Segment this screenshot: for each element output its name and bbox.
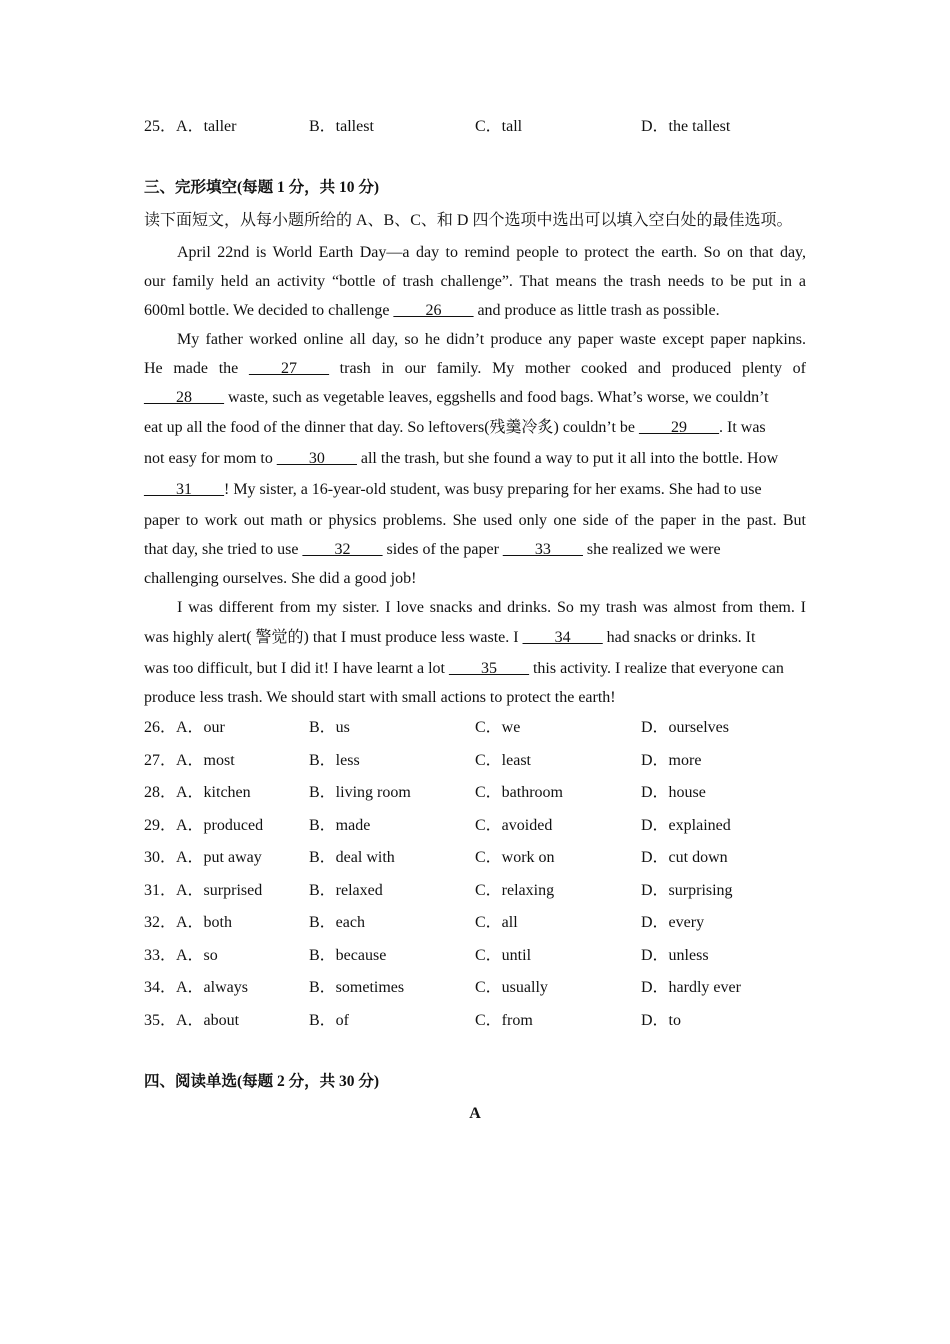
blank-29: ____29____ xyxy=(639,419,719,436)
option-a: 35．A．about xyxy=(144,1012,240,1029)
option-b: B．of xyxy=(309,1012,350,1029)
option-c: C．avoided xyxy=(475,817,553,834)
option-b: B．tallest xyxy=(309,118,374,135)
blank-33: ____33____ xyxy=(502,541,583,558)
option-c: C．we xyxy=(475,719,521,736)
option-c: C．relaxing xyxy=(475,882,555,899)
passage-line: challenging ourselves. She did a good job! xyxy=(144,570,417,587)
option-a: 30．A．put away xyxy=(144,849,262,866)
question-34-options xyxy=(144,977,814,999)
section-3-title: 三、完形填空(每题 1 分，共 10 分) xyxy=(144,179,380,196)
option-c: C．usually xyxy=(475,979,548,996)
passage-line: ____31____! My sister, a 16-year-old student, was busy preparing for her exams. She had to use xyxy=(144,481,762,498)
blank-32: ____32____ xyxy=(302,541,383,558)
option-b: B．made xyxy=(309,817,371,834)
option-d: D．cut down xyxy=(641,849,728,866)
question-26-options xyxy=(144,717,814,739)
blank-35: ____35____ xyxy=(448,660,529,677)
option-a: 32．A．both xyxy=(144,914,233,931)
option-d: D．the tallest xyxy=(641,118,731,135)
question-27-options xyxy=(144,750,814,772)
option-d: D．house xyxy=(641,784,706,801)
option-b: B．sometimes xyxy=(309,979,405,996)
blank-30: ____30____ xyxy=(276,450,357,467)
question-29-options xyxy=(144,815,814,837)
section-3-instructions: 读下面短文，从每小题所给的 A、B、C、和 D 四个选项中选出可以填入空白处的最佳选项。 xyxy=(144,212,793,229)
option-a: A．taller xyxy=(176,118,237,135)
option-c: C．from xyxy=(475,1012,533,1029)
option-b: B．deal with xyxy=(309,849,395,866)
passage-line: April 22nd is World Earth Day—a day to remind people to protect the earth. So on that day, xyxy=(177,244,806,261)
option-d: D．ourselves xyxy=(641,719,729,736)
option-c: C．work on xyxy=(475,849,555,866)
passage-a-title: A xyxy=(469,1105,481,1122)
passage-line: that day, she tried to use ____32____ sides of the paper ____33____ she realized we were xyxy=(144,541,721,558)
option-d: D．more xyxy=(641,752,702,769)
blank-27: ____27____ xyxy=(248,360,329,377)
option-c: C．least xyxy=(475,752,531,769)
question-25-options xyxy=(144,116,814,138)
option-b: B．because xyxy=(309,947,387,964)
passage-line: paper to work out math or physics problems. She used only one side of the paper in the past. But xyxy=(144,512,806,529)
option-a: 33．A．so xyxy=(144,947,218,964)
option-a: 29．A．produced xyxy=(144,817,264,834)
option-d: D．every xyxy=(641,914,705,931)
passage-line: I was different from my sister. I love snacks and drinks. So my trash was almost from them. I xyxy=(177,599,806,616)
passage-line: produce less trash. We should start with small actions to protect the earth! xyxy=(144,689,616,706)
option-a: 27．A．most xyxy=(144,752,235,769)
option-d: D．hardly ever xyxy=(641,979,741,996)
option-b: B．living room xyxy=(309,784,411,801)
blank-26: ____26____ xyxy=(393,302,474,319)
question-28-options xyxy=(144,782,814,804)
passage-line: eat up all the food of the dinner that day. So leftovers(残羹冷炙) couldn’t be ____29____. It was xyxy=(144,419,766,436)
option-d: D．to xyxy=(641,1012,682,1029)
question-number: 25． xyxy=(144,118,177,135)
blank-28: ____28____ xyxy=(144,389,224,406)
question-35-options xyxy=(144,1010,814,1032)
option-b: B．relaxed xyxy=(309,882,383,899)
blank-31: ____31____ xyxy=(144,481,224,498)
passage-line: My father worked online all day, so he didn’t produce any paper waste except paper napkins. xyxy=(177,331,806,348)
option-a: 28．A．kitchen xyxy=(144,784,251,801)
question-33-options xyxy=(144,945,814,967)
option-a: 31．A．surprised xyxy=(144,882,263,899)
option-c: C．until xyxy=(475,947,532,964)
option-c: C．bathroom xyxy=(475,784,563,801)
option-b: B．less xyxy=(309,752,360,769)
passage-line: He made the ____27____ trash in our family. My mother cooked and produced plenty of xyxy=(144,360,806,377)
option-a: 26．A．our xyxy=(144,719,225,736)
option-c: C．tall xyxy=(475,118,523,135)
blank-34: ____34____ xyxy=(522,629,603,646)
option-c: C．all xyxy=(475,914,518,931)
passage-line: was highly alert( 警觉的) that I must produce less waste. I ____34____ had snacks or drinks. It xyxy=(144,629,756,646)
section-4-title: 四、阅读单选(每题 2 分，共 30 分) xyxy=(144,1073,380,1090)
passage-line: not easy for mom to ____30____ all the trash, but she found a way to put it all into the bottle. How xyxy=(144,450,779,467)
passage-line: ____28____ waste, such as vegetable leaves, eggshells and food bags. What’s worse, we couldn’t xyxy=(144,389,769,406)
passage-line: our family held an activity “bottle of trash challenge”. That means the trash needs to be put in a xyxy=(144,273,806,290)
question-30-options xyxy=(144,847,814,869)
question-32-options xyxy=(144,912,814,934)
passage-line: was too difficult, but I did it! I have learnt a lot ____35____ this activity. I realize that everyone can xyxy=(144,660,784,677)
passage-line: 600ml bottle. We decided to challenge ____26____ and produce as little trash as possible. xyxy=(144,302,720,319)
option-d: D．unless xyxy=(641,947,709,964)
option-d: D．explained xyxy=(641,817,731,834)
option-a: 34．A．always xyxy=(144,979,248,996)
option-d: D．surprising xyxy=(641,882,733,899)
question-31-options xyxy=(144,880,814,902)
option-b: B．us xyxy=(309,719,350,736)
option-b: B．each xyxy=(309,914,365,931)
